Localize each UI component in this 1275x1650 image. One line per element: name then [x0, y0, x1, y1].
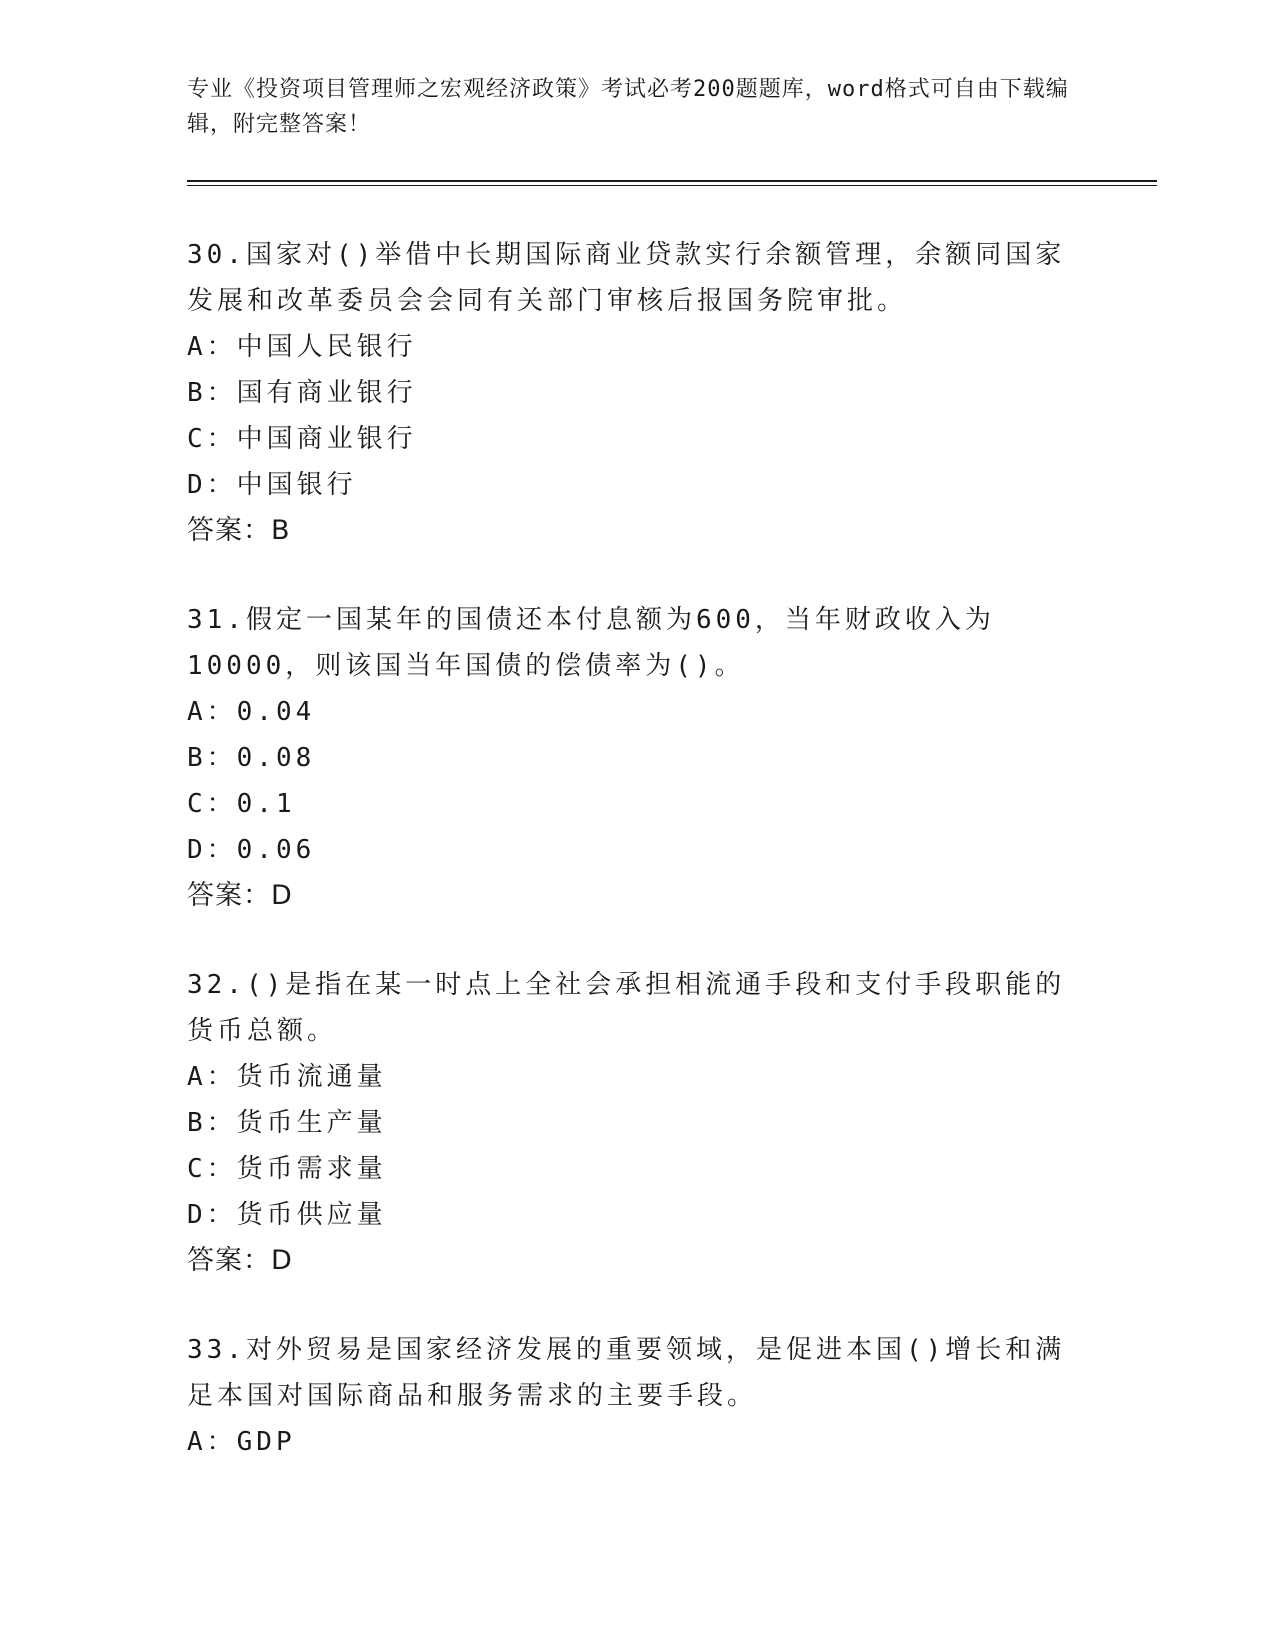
question-33 [187, 1327, 1087, 1465]
option-a: A：0.04 [187, 697, 316, 727]
document-header: 专业《投资项目管理师之宏观经济政策》考试必考200题题库，word格式可自由下载编辑，附完整答案！ [187, 77, 1069, 137]
option-b: B：国有商业银行 [187, 378, 417, 408]
answer-line: 答案：B [187, 515, 291, 546]
option-b: B：货币生产量 [187, 1108, 387, 1138]
option-d: D：中国银行 [187, 470, 357, 500]
question-30 [187, 232, 1087, 554]
option-b: B：0.08 [187, 743, 316, 773]
question-stem: 30.国家对()举借中长期国际商业贷款实行余额管理，余额同国家发展和改革委员会会同有关部门审核后报国务院审批。 [187, 240, 1066, 316]
option-a: A：货币流通量 [187, 1062, 387, 1092]
question-stem: 33.对外贸易是国家经济发展的重要领域，是促进本国()增长和满足本国对国际商品和服务需求的主要手段。 [187, 1335, 1066, 1411]
option-a: A：中国人民银行 [187, 332, 417, 362]
option-d: D：0.06 [187, 835, 316, 865]
question-32 [187, 962, 1087, 1284]
option-a: A：GDP [187, 1427, 296, 1457]
option-d: D：货币供应量 [187, 1200, 387, 1230]
document-page [187, 0, 1157, 1650]
question-31 [187, 597, 1087, 919]
header-divider-thin [187, 185, 1157, 186]
option-c: C：0.1 [187, 789, 296, 819]
question-stem: 31.假定一国某年的国债还本付息额为600，当年财政收入为10000，则该国当年国债的偿债率为()。 [187, 605, 995, 681]
answer-line: 答案：D [187, 1245, 293, 1276]
header-divider-thick [187, 180, 1157, 182]
option-c: C：货币需求量 [187, 1154, 387, 1184]
option-c: C：中国商业银行 [187, 424, 417, 454]
answer-line: 答案：D [187, 880, 293, 911]
question-stem: 32.()是指在某一时点上全社会承担相流通手段和支付手段职能的货币总额。 [187, 970, 1066, 1046]
